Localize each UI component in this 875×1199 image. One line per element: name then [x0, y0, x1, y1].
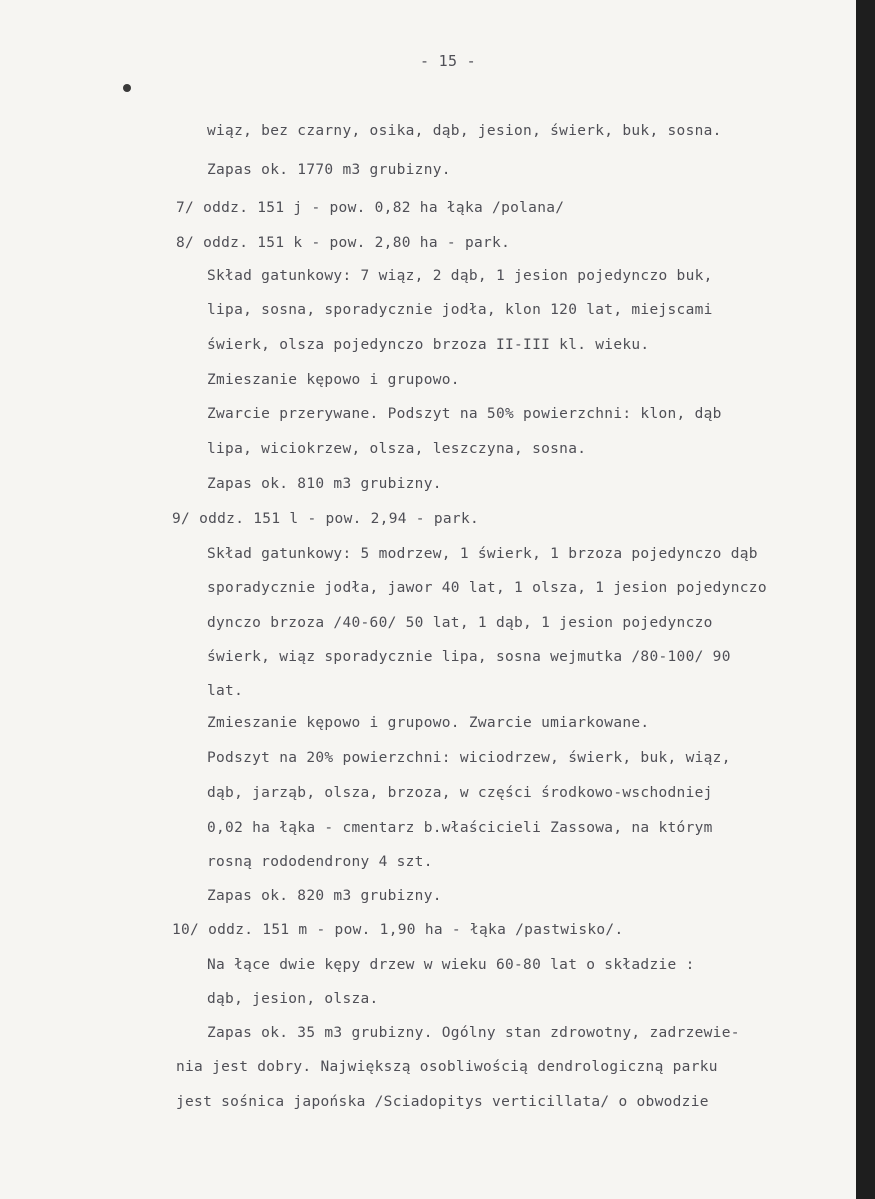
text-line: Zapas ok. 810 m3 grubizny.: [207, 476, 442, 492]
text-line: 8/ oddz. 151 k - pow. 2,80 ha - park.: [176, 235, 511, 251]
text-line: rosną rododendrony 4 szt.: [207, 854, 433, 870]
text-line: 7/ oddz. 151 j - pow. 0,82 ha łąka /polana/: [176, 200, 565, 216]
text-line: nia jest dobry. Największą osobliwością dendrologiczną parku: [176, 1059, 718, 1075]
text-line: Skład gatunkowy: 7 wiąz, 2 dąb, 1 jesion pojedynczo buk,: [207, 268, 713, 284]
text-line: lat.: [207, 683, 244, 699]
text-line: dąb, jesion, olsza.: [207, 991, 379, 1007]
text-line: 0,02 ha łąka - cmentarz b.właścicieli Zassowa, na którym: [207, 820, 713, 836]
text-line: 10/ oddz. 151 m - pow. 1,90 ha - łąka /pastwisko/.: [172, 922, 624, 938]
text-line: Podszyt na 20% powierzchni: wiciodrzew, świerk, buk, wiąz,: [207, 750, 731, 766]
scan-edge: [856, 0, 875, 1199]
text-line: jest sośnica japońska /Sciadopitys verticillata/ o obwodzie: [176, 1094, 709, 1110]
ink-dot: [123, 84, 131, 92]
text-line: Zmieszanie kępowo i grupowo.: [207, 372, 460, 388]
text-line: dynczo brzoza /40-60/ 50 lat, 1 dąb, 1 jesion pojedynczo: [207, 615, 713, 631]
text-line: Zapas ok. 1770 m3 grubizny.: [207, 162, 451, 178]
text-line: świerk, olsza pojedynczo brzoza II-III kl. wieku.: [207, 337, 650, 353]
text-line: świerk, wiąz sporadycznie lipa, sosna wejmutka /80-100/ 90: [207, 649, 731, 665]
text-line: Zmieszanie kępowo i grupowo. Zwarcie umiarkowane.: [207, 715, 650, 731]
text-line: wiąz, bez czarny, osika, dąb, jesion, świerk, buk, sosna.: [207, 123, 722, 139]
text-line: dąb, jarząb, olsza, brzoza, w części środkowo-wschodniej: [207, 785, 713, 801]
text-line: Na łące dwie kępy drzew w wieku 60-80 lat o składzie :: [207, 957, 695, 973]
text-line: Skład gatunkowy: 5 modrzew, 1 świerk, 1 brzoza pojedynczo dąb: [207, 546, 758, 562]
text-line: Zwarcie przerywane. Podszyt na 50% powierzchni: klon, dąb: [207, 406, 722, 422]
text-line: sporadycznie jodła, jawor 40 lat, 1 olsza, 1 jesion pojedynczo: [207, 580, 767, 596]
text-line: lipa, wiciokrzew, olsza, leszczyna, sosna.: [207, 441, 587, 457]
text-line: 9/ oddz. 151 l - pow. 2,94 - park.: [172, 511, 480, 527]
text-line: Zapas ok. 35 m3 grubizny. Ogólny stan zdrowotny, zadrzewie-: [207, 1025, 740, 1041]
text-line: lipa, sosna, sporadycznie jodła, klon 120 lat, miejscami: [207, 302, 713, 318]
text-line: Zapas ok. 820 m3 grubizny.: [207, 888, 442, 904]
page-number: - 15 -: [420, 52, 476, 70]
